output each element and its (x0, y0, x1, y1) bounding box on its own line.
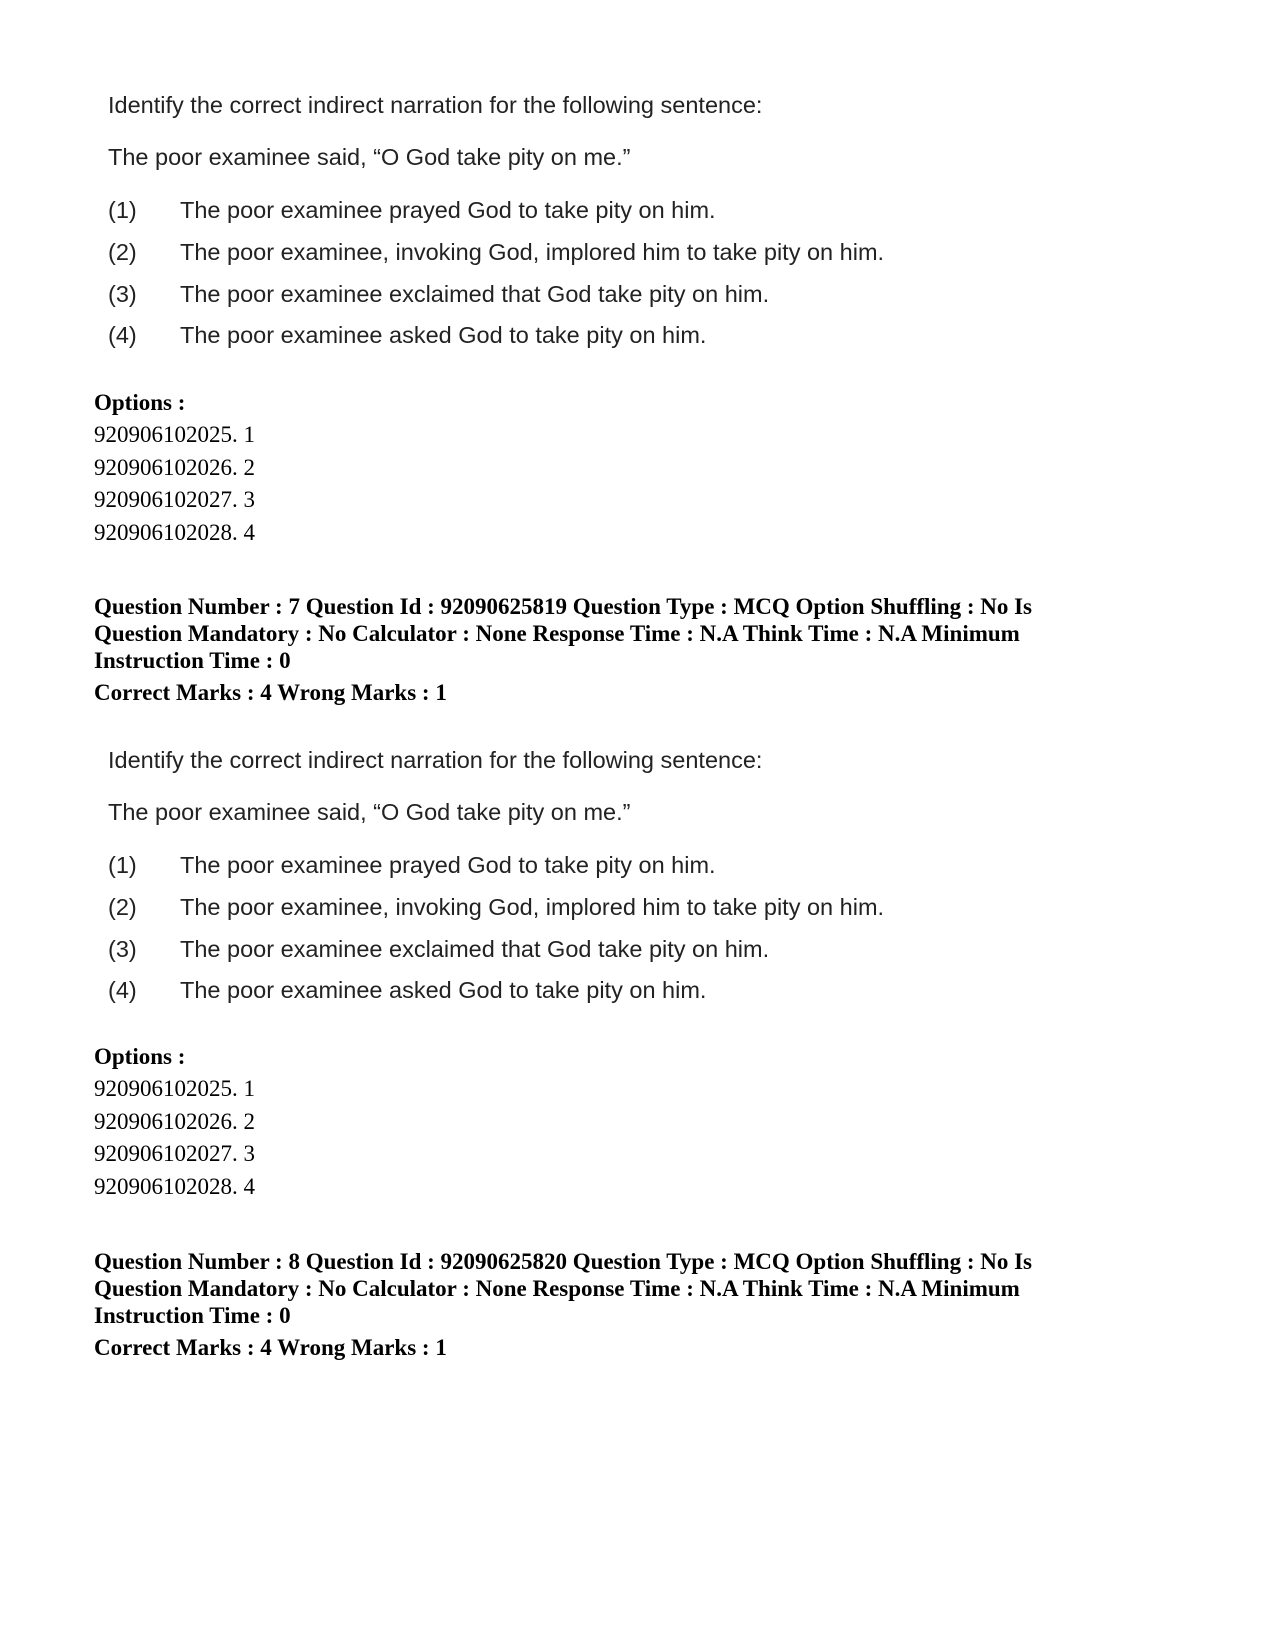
option-id-row: 920906102028. 4 (94, 1173, 255, 1199)
choice-number: (3) (108, 281, 137, 307)
question-meta-line: Instruction Time : 0 (94, 1303, 291, 1328)
question-meta-7 (94, 593, 1094, 709)
choice-text: The poor examinee exclaimed that God take pity on him. (180, 281, 770, 307)
question-meta-line: Question Mandatory : No Calculator : None Response Time : N.A Think Time : N.A Minimum (94, 621, 1020, 646)
question-marks: Correct Marks : 4 Wrong Marks : 1 (94, 1335, 447, 1360)
choice-text: The poor examinee, invoking God, implored him to take pity on him. (180, 894, 885, 920)
option-id-row: 920906102026. 2 (94, 454, 255, 480)
question-sentence: The poor examinee said, “O God take pity on me.” (108, 799, 631, 825)
choice-number: (3) (108, 936, 137, 962)
option-id-row: 920906102026. 2 (94, 1108, 255, 1134)
choice-text: The poor examinee prayed God to take pity on him. (180, 197, 716, 223)
choice-text: The poor examinee prayed God to take pity on him. (180, 852, 716, 878)
option-id-row: 920906102025. 1 (94, 422, 255, 447)
choice-number: (1) (108, 852, 137, 878)
option-id-row: 920906102025. 1 (94, 1076, 255, 1101)
choice-text: The poor examinee asked God to take pity on him. (180, 322, 707, 348)
choice-text: The poor examinee, invoking God, implored him to take pity on him. (180, 239, 885, 265)
options-title: Options : (94, 1044, 186, 1069)
question-meta-8 (94, 1248, 1094, 1364)
options-list-2 (94, 1041, 694, 1203)
choice-text: The poor examinee exclaimed that God take pity on him. (180, 936, 770, 962)
options-title: Options : (94, 390, 186, 415)
question-instruction: Identify the correct indirect narration for the following sentence: (108, 747, 763, 773)
question-meta-line: Question Mandatory : No Calculator : None Response Time : N.A Think Time : N.A Minimum (94, 1276, 1020, 1301)
choice-number: (2) (108, 894, 137, 920)
question-sentence: The poor examinee said, “O God take pity on me.” (108, 144, 631, 170)
options-list-1 (94, 387, 694, 549)
question-marks: Correct Marks : 4 Wrong Marks : 1 (94, 680, 447, 705)
option-id-row: 920906102028. 4 (94, 519, 255, 545)
choice-text: The poor examinee asked God to take pity on him. (180, 977, 707, 1003)
question-instruction: Identify the correct indirect narration for the following sentence: (108, 92, 763, 118)
choice-number: (4) (108, 322, 137, 348)
question-meta-line: Question Number : 7 Question Id : 92090625819 Question Type : MCQ Option Shuffling : No Is (94, 594, 1033, 619)
choice-number: (2) (108, 239, 137, 265)
option-id-row: 920906102027. 3 (94, 1141, 255, 1166)
question-meta-line: Question Number : 8 Question Id : 92090625820 Question Type : MCQ Option Shuffling : No Is (94, 1249, 1033, 1274)
choice-number: (1) (108, 197, 137, 223)
option-id-row: 920906102027. 3 (94, 487, 255, 512)
choice-number: (4) (108, 977, 137, 1003)
question-meta-line: Instruction Time : 0 (94, 648, 291, 673)
